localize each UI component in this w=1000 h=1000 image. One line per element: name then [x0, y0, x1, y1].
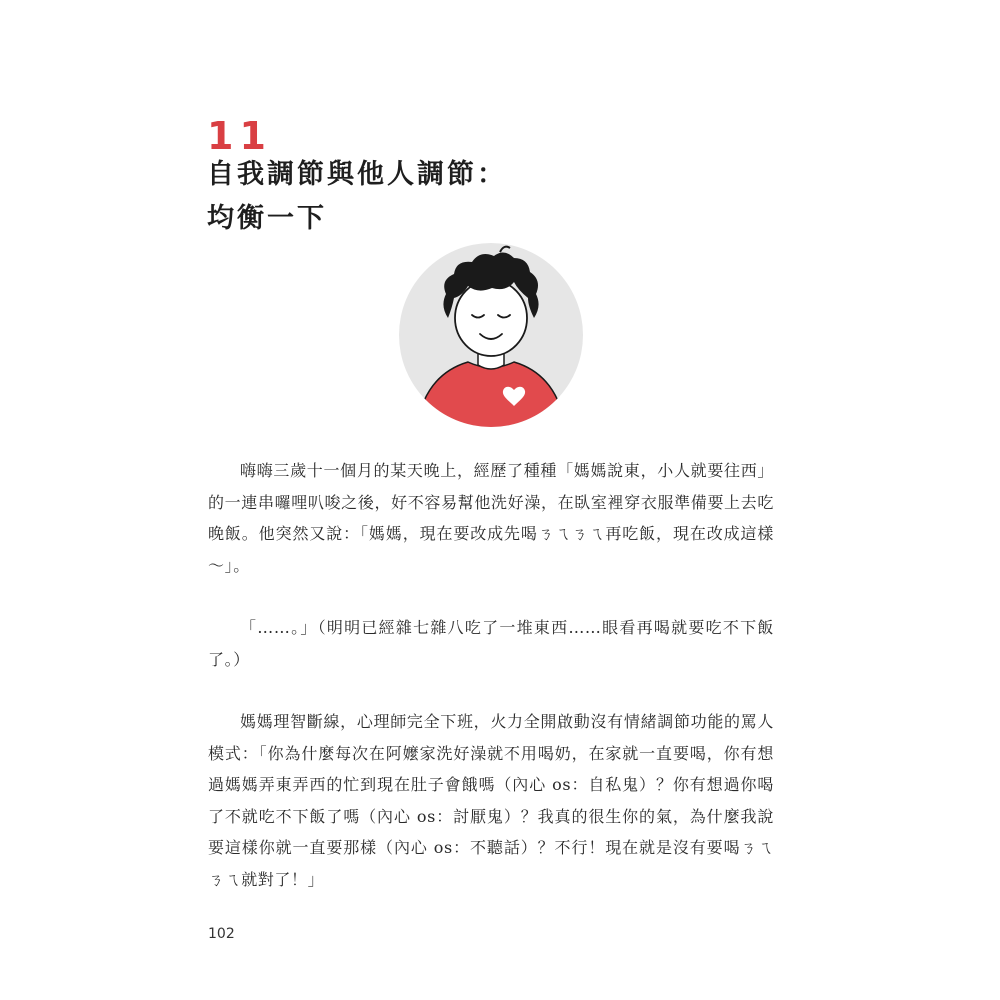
chapter-title: [207, 153, 507, 241]
paragraph-2: 「……。」（明明已經雜七雜八吃了一堆東西……眼看再喝就要吃不下飯了。）: [208, 618, 774, 669]
body-text: [208, 455, 774, 895]
chapter-title-line-2: 均衡一下: [207, 203, 327, 234]
smiling-child-with-heart-shirt-icon: [396, 240, 586, 430]
chapter-number: 11: [207, 114, 272, 158]
paragraph-1: 嗨嗨三歲十一個月的某天晚上，經歷了種種「媽媽說東，小人就要往西」的一連串囉哩叭唆之後，好不容易幫他洗好澡，在臥室裡穿衣服準備要上去吃晚飯。他突然又說：「媽媽，現在要改成先喝ㄋㄟㄋㄟ再吃飯，現在改成這樣～」。: [208, 461, 774, 575]
face: [455, 280, 527, 356]
page-number: 102: [208, 926, 235, 942]
chapter-title-line-1: 自我調節與他人調節：: [207, 159, 507, 190]
paragraph-3: 媽媽理智斷線，心理師完全下班，火力全開啟動沒有情緒調節功能的罵人模式：「你為什麼每次在阿嬤家洗好澡就不用喝奶，在家就一直要喝，你有想過媽媽弄東弄西的忙到現在肚子會餓嗎（內心 os：自私鬼）？你有想過你喝了不就吃不下飯了嗎（內心 os：討厭鬼）？我真的很生你的氣，為什麼我說要這樣你就一直要那樣（內心 os：不聽話）？不行！現在就是沒有要喝ㄋㄟㄋㄟ就對了！」: [208, 712, 774, 889]
